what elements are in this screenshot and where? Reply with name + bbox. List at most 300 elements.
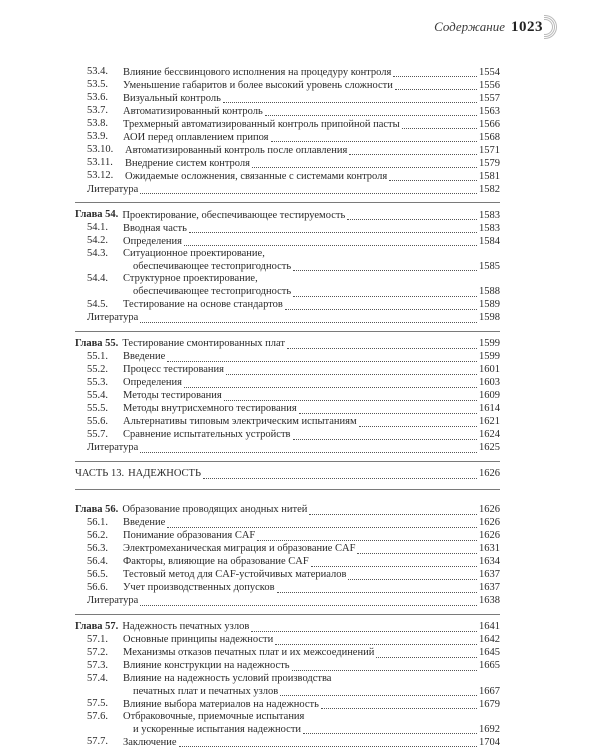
leader-dots	[265, 105, 477, 116]
entry-body	[123, 273, 500, 298]
literature-entry	[75, 442, 500, 455]
chapter-label: Глава 57.	[75, 620, 119, 632]
page-ref: 1571	[479, 144, 500, 156]
entry-line	[123, 530, 500, 543]
leader-dots	[395, 79, 477, 90]
page-ref: 1638	[479, 595, 500, 607]
page-ref: 1585	[479, 261, 500, 272]
section-number: 53.10.	[87, 144, 114, 155]
entry-line	[122, 504, 500, 517]
section-number: 53.8.	[87, 118, 108, 129]
entry-title: Трехмерный автоматизированный контроль припойной пасты	[123, 118, 400, 130]
entry-body	[123, 403, 500, 416]
toc-entry	[75, 517, 500, 530]
leader-dots	[251, 621, 477, 632]
entry-line	[122, 209, 500, 222]
section-number: 55.2.	[87, 363, 108, 375]
leader-dots	[402, 118, 477, 129]
entry-body	[87, 595, 500, 608]
leader-dots	[167, 517, 477, 528]
leader-dots	[376, 647, 477, 658]
toc-entry	[75, 235, 500, 248]
decorative-rings-icon	[544, 14, 560, 40]
entry-title: Литература	[87, 312, 139, 324]
entry-line	[123, 260, 500, 273]
toc-entry	[75, 66, 500, 79]
page-ref: 1554	[479, 66, 500, 78]
section-number: 54.5.	[87, 298, 108, 310]
entry-title: Влияние конструкции на надежность	[123, 660, 290, 672]
entry-line	[123, 736, 500, 749]
section-number: 54.4.	[87, 273, 108, 285]
entry-title: Ситуационное проектирование,	[123, 248, 265, 259]
entry-title: Альтернативы типовым электрическим испытаниям	[123, 416, 357, 428]
page-ref: 1599	[479, 351, 500, 363]
toc-entry	[75, 248, 500, 273]
entry-body	[87, 183, 500, 196]
leader-dots	[140, 595, 477, 606]
leader-dots	[189, 222, 477, 233]
entry-body	[123, 390, 500, 403]
entry-title: Определения	[123, 235, 182, 247]
entry-title: Литература	[87, 442, 139, 454]
entry-line	[123, 364, 500, 377]
leader-dots	[223, 92, 477, 103]
page-ref: 1634	[479, 556, 500, 568]
entry-body	[123, 660, 500, 673]
toc-entry	[75, 582, 500, 595]
entry-title: Тестовый метод для CAF-устойчивых материалов	[123, 569, 347, 581]
leader-dots	[252, 157, 477, 168]
entry-body	[128, 468, 500, 481]
entry-line	[123, 390, 500, 403]
entry-line	[123, 698, 500, 711]
entry-title: Визуальный контроль	[123, 92, 221, 104]
page-number: 1023	[511, 18, 543, 35]
entry-body	[123, 698, 500, 711]
entry-body	[123, 530, 500, 543]
entry-line	[125, 170, 500, 183]
page-ref: 1557	[479, 92, 500, 104]
entry-line	[87, 183, 500, 196]
section-number: 56.1.	[87, 516, 108, 528]
page-ref: 1603	[479, 377, 500, 389]
section-number: 56.4.	[87, 555, 108, 567]
toc-entry	[75, 711, 500, 736]
entry-title: Отбраковочные, приемочные испытания	[123, 710, 305, 722]
page-ref: 1589	[479, 299, 500, 311]
entry-title: Основные принципы надежности	[123, 634, 274, 646]
entry-body	[123, 105, 500, 118]
leader-dots	[275, 634, 477, 645]
leader-dots	[184, 377, 477, 388]
entry-title: Сравнение испытательных устройств	[123, 429, 291, 441]
section-number: 53.9.	[87, 131, 108, 142]
entry-title: Влияние бессвинцового исполнения на процедуру контроля	[123, 66, 392, 78]
toc-entry	[75, 569, 500, 582]
leader-dots	[357, 543, 477, 554]
entry-line	[123, 685, 500, 698]
entry-body	[123, 131, 500, 144]
entry-body	[123, 647, 500, 660]
leader-dots	[349, 144, 477, 155]
leader-dots	[167, 351, 477, 362]
toc-entry	[75, 403, 500, 416]
entry-body	[123, 364, 500, 377]
section-number: 53.7.	[87, 105, 108, 116]
entry-body	[123, 543, 500, 556]
page-ref: 1631	[479, 543, 500, 555]
toc-entry	[75, 647, 500, 660]
page-ref: 1626	[479, 504, 500, 516]
leader-dots	[257, 530, 477, 541]
section-number: 53.6.	[87, 92, 108, 103]
entry-line	[123, 634, 500, 647]
toc-entry	[75, 222, 500, 235]
entry-body	[87, 442, 500, 455]
entry-body	[123, 222, 500, 235]
toc-entry	[75, 351, 500, 364]
chapter-label: Глава 56.	[75, 503, 119, 515]
entry-line	[123, 377, 500, 390]
page-ref: 1583	[479, 209, 500, 221]
section-number: 56.5.	[87, 568, 108, 580]
entry-body	[123, 377, 500, 390]
entry-body	[123, 582, 500, 595]
entry-title: Методы тестирования	[123, 390, 222, 402]
page-ref: 1556	[479, 79, 500, 91]
part-entry	[75, 468, 500, 481]
entry-title: АОИ перед оплавлением припоя	[123, 131, 269, 143]
entry-line	[123, 569, 500, 582]
entry-title: Понимание образования CAF	[123, 530, 256, 542]
entry-title: Механизмы отказов печатных плат и их межсоединений	[123, 647, 375, 659]
entry-body	[125, 157, 500, 170]
entry-title: Литература	[87, 595, 139, 607]
entry-body	[123, 556, 500, 569]
entry-line	[123, 66, 500, 79]
entry-title: Вводная часть	[123, 222, 187, 234]
page-ref: 1637	[479, 582, 500, 594]
leader-dots	[140, 312, 477, 323]
page-ref: 1626	[479, 530, 500, 542]
entry-line	[123, 543, 500, 556]
toc-entry	[75, 390, 500, 403]
section-number: 53.4.	[87, 66, 108, 77]
leader-dots	[293, 429, 477, 440]
leader-dots	[389, 170, 477, 181]
toc-entry	[75, 377, 500, 390]
entry-title: Структурное проектирование,	[123, 273, 258, 285]
page-ref: 1614	[479, 403, 500, 415]
entry-title: Заключение	[123, 736, 177, 748]
entry-line	[123, 416, 500, 429]
entry-body	[123, 711, 500, 736]
chapter-entry	[75, 209, 500, 222]
entry-body	[123, 351, 500, 364]
entry-body	[123, 66, 500, 79]
entry-body	[122, 338, 500, 351]
page-ref: 1583	[479, 222, 500, 234]
entry-line	[123, 351, 500, 364]
entry-body	[122, 621, 500, 634]
entry-title: Тестирование смонтированных плат	[122, 338, 285, 350]
entry-body	[123, 569, 500, 582]
entry-title: Введение	[123, 517, 166, 529]
entry-line	[123, 660, 500, 673]
toc-entry	[75, 118, 500, 131]
section-number: 57.2.	[87, 646, 108, 658]
leader-dots	[271, 131, 477, 142]
leader-dots	[285, 299, 477, 310]
page-ref: 1626	[479, 517, 500, 529]
part-divider	[75, 489, 500, 490]
section-number: 57.7.	[87, 736, 108, 748]
entry-line	[123, 79, 500, 92]
entry-body	[123, 517, 500, 530]
running-title: Содержание	[434, 19, 505, 34]
leader-dots	[321, 698, 477, 709]
section-number: 55.3.	[87, 376, 108, 388]
entry-line	[123, 118, 500, 131]
entry-line	[123, 647, 500, 660]
literature-entry	[75, 595, 500, 608]
entry-line	[123, 299, 500, 312]
toc-entry	[75, 673, 500, 698]
page-ref: 1563	[479, 105, 500, 117]
entry-line	[87, 595, 500, 608]
entry-body	[123, 673, 500, 698]
leader-dots	[293, 286, 477, 297]
leader-dots	[303, 723, 477, 734]
page-ref: 1704	[479, 736, 500, 748]
section-number: 57.3.	[87, 659, 108, 671]
entry-body	[123, 299, 500, 312]
toc-entry	[75, 530, 500, 543]
page-ref: 1679	[479, 698, 500, 710]
entry-title: Электромеханическая миграция и образование CAF	[123, 543, 356, 555]
section-number: 55.6.	[87, 415, 108, 427]
page-ref: 1601	[479, 364, 500, 376]
leader-dots	[140, 183, 477, 194]
page-ref: 1667	[479, 685, 500, 697]
entry-body	[125, 170, 500, 183]
entry-title: НАДЕЖНОСТЬ	[128, 468, 201, 480]
section-number: 55.5.	[87, 402, 108, 414]
toc-entry	[75, 299, 500, 312]
toc-entry	[75, 660, 500, 673]
page-ref: 1692	[479, 723, 500, 735]
literature-entry	[75, 183, 500, 196]
entry-body	[87, 312, 500, 325]
entry-body	[125, 144, 500, 157]
entry-line	[123, 222, 500, 235]
entry-body	[123, 416, 500, 429]
section-number: 56.3.	[87, 542, 108, 554]
part-label: ЧАСТЬ 13.	[75, 467, 125, 479]
entry-title-continued: и ускоренные испытания надежности	[133, 723, 302, 735]
leader-dots	[393, 66, 477, 77]
page-ref: 1621	[479, 416, 500, 428]
section-number: 54.2.	[87, 235, 108, 246]
leader-dots	[348, 569, 477, 580]
toc-entry	[75, 105, 500, 118]
toc-entry	[75, 79, 500, 92]
entry-title: Процесс тестирования	[123, 364, 224, 376]
entry-line	[87, 312, 500, 325]
leader-dots	[293, 260, 477, 271]
entry-line	[123, 517, 500, 530]
toc-entry	[75, 157, 500, 170]
leader-dots	[140, 442, 477, 453]
toc-entry	[75, 131, 500, 144]
entry-body	[123, 235, 500, 248]
entry-body	[123, 248, 500, 273]
leader-dots	[347, 209, 477, 220]
entry-body	[123, 92, 500, 105]
section-number: 53.11.	[87, 157, 113, 168]
entry-title: Автоматизированный контроль	[123, 105, 263, 117]
toc-entry	[75, 634, 500, 647]
entry-title: Методы внутрисхемного тестирования	[123, 403, 297, 415]
page-ref: 1624	[479, 429, 500, 441]
page-ref: 1625	[479, 442, 500, 454]
entry-title: Влияние выбора материалов на надежность	[123, 698, 319, 710]
entry-line	[123, 429, 500, 442]
page-ref: 1584	[479, 235, 500, 247]
entry-title: Влияние на надежность условий производства	[123, 672, 332, 684]
entry-line	[128, 468, 500, 481]
leader-dots	[277, 582, 477, 593]
entry-title: Введение	[123, 351, 166, 363]
leader-dots	[179, 736, 477, 747]
entry-line	[123, 131, 500, 144]
entry-body	[122, 209, 500, 222]
toc-entry	[75, 698, 500, 711]
toc-entry	[75, 416, 500, 429]
entry-line	[87, 442, 500, 455]
toc-entry	[75, 170, 500, 183]
chapter-entry	[75, 338, 500, 351]
leader-dots	[287, 338, 477, 349]
literature-entry	[75, 312, 500, 325]
page-ref: 1665	[479, 660, 500, 672]
section-number: 55.7.	[87, 428, 108, 440]
page-ref: 1626	[479, 468, 500, 480]
section-number: 54.3.	[87, 248, 108, 259]
page-ref: 1641	[479, 621, 500, 633]
section-number: 55.4.	[87, 389, 108, 401]
chapter-label: Глава 54.	[75, 209, 119, 220]
page-ref: 1598	[479, 312, 500, 324]
toc-entry	[75, 92, 500, 105]
leader-dots	[299, 403, 477, 414]
entry-title: Ожидаемые осложнения, связанные с системами контроля	[125, 170, 388, 182]
toc-entry	[75, 543, 500, 556]
leader-dots	[309, 504, 477, 515]
entry-line	[122, 621, 500, 634]
page-ref: 1642	[479, 634, 500, 646]
entry-title: Проектирование, обеспечивающее тестируемость	[122, 209, 346, 221]
section-divider	[75, 202, 500, 203]
page-ref: 1582	[479, 183, 500, 195]
page-ref: 1568	[479, 131, 500, 143]
section-number: 57.4.	[87, 672, 108, 684]
entry-title: Уменьшение габаритов и более высокий уровень сложности	[123, 79, 393, 91]
entry-body	[123, 634, 500, 647]
section-number: 56.6.	[87, 581, 108, 593]
entry-line	[123, 723, 500, 736]
chapter-entry	[75, 621, 500, 634]
entry-title-continued: обеспечивающее тестопригодность	[133, 286, 292, 298]
section-divider	[75, 461, 500, 462]
entry-body	[123, 118, 500, 131]
toc-entry	[75, 736, 500, 749]
chapter-entry	[75, 504, 500, 517]
toc-entry	[75, 364, 500, 377]
leader-dots	[280, 685, 477, 696]
entry-title: Определения	[123, 377, 182, 389]
page-ref: 1588	[479, 286, 500, 298]
entry-title: Надежность печатных узлов	[122, 621, 250, 633]
entry-line	[123, 105, 500, 118]
entry-title: Автоматизированный контроль после оплавления	[125, 144, 348, 156]
leader-dots	[292, 660, 477, 671]
section-number: 57.6.	[87, 710, 108, 722]
leader-dots	[359, 416, 477, 427]
running-header	[434, 14, 560, 40]
page-ref: 1566	[479, 118, 500, 130]
page-ref: 1609	[479, 390, 500, 402]
entry-body	[123, 79, 500, 92]
entry-body	[123, 429, 500, 442]
entry-line	[123, 556, 500, 569]
page-ref: 1599	[479, 338, 500, 350]
leader-dots	[203, 468, 477, 479]
section-number: 53.5.	[87, 79, 108, 90]
entry-body	[122, 504, 500, 517]
section-number: 57.1.	[87, 633, 108, 645]
entry-title: Образование проводящих анодных нитей	[122, 504, 308, 516]
entry-line	[125, 144, 500, 157]
leader-dots	[311, 556, 477, 567]
entry-line	[123, 235, 500, 248]
entry-line	[123, 286, 500, 299]
page-ref: 1579	[479, 157, 500, 169]
entry-title: Литература	[87, 183, 139, 195]
entry-line	[125, 157, 500, 170]
page-ref: 1581	[479, 170, 500, 182]
toc-entry	[75, 144, 500, 157]
entry-title: Факторы, влияющие на образование CAF	[123, 556, 309, 568]
toc-entry	[75, 429, 500, 442]
section-number: 56.2.	[87, 529, 108, 541]
entry-line	[123, 582, 500, 595]
entry-title: Внедрение систем контроля	[125, 157, 250, 169]
section-divider	[75, 331, 500, 332]
leader-dots	[226, 364, 477, 375]
toc-entry	[75, 556, 500, 569]
section-number: 57.5.	[87, 697, 108, 709]
chapter-label: Глава 55.	[75, 337, 119, 349]
entry-title-continued: печатных плат и печатных узлов	[133, 685, 279, 697]
leader-dots	[184, 235, 477, 246]
entry-line	[123, 403, 500, 416]
entry-title: Учет производственных допусков	[123, 582, 275, 594]
page-ref: 1637	[479, 569, 500, 581]
toc-entry	[75, 273, 500, 298]
page-ref: 1645	[479, 647, 500, 659]
